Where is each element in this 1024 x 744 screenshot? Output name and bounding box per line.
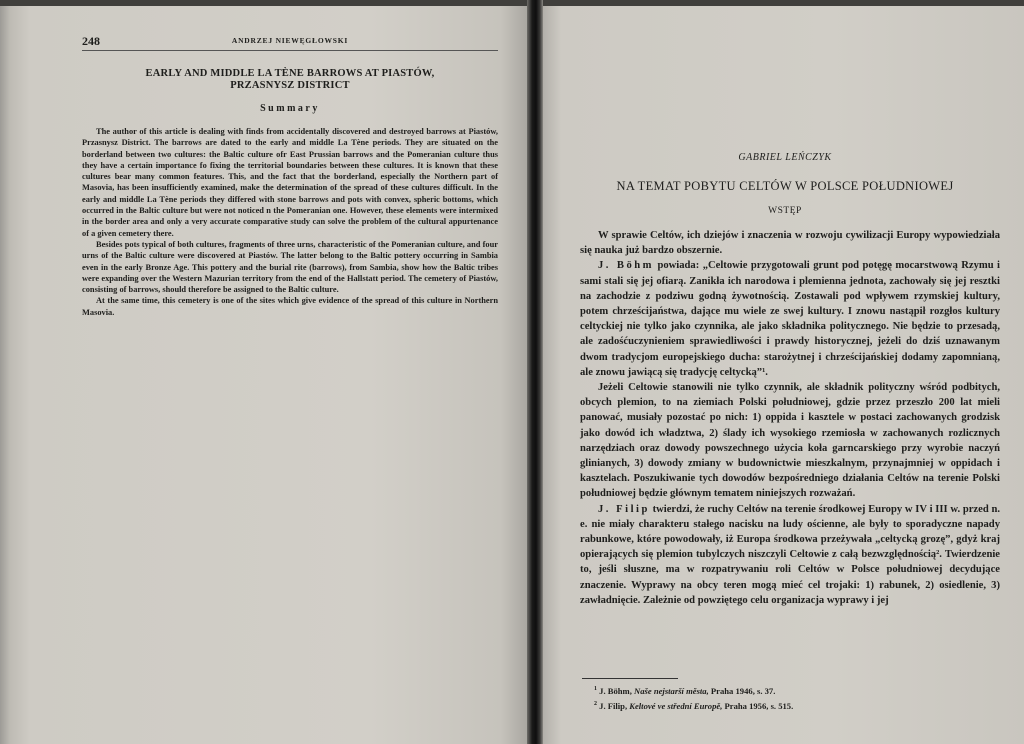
section-heading: WSTĘP [768,206,802,216]
cited-author-bohm: J. Böhm [598,260,654,272]
body-paragraph-2 [580,258,1000,380]
footnote-2-mark: 2 [594,700,597,707]
footnote-2-title: Keltové ve střední Europě, [629,700,723,711]
footnote-1-author: J. Böhm, [599,685,632,696]
running-head [82,34,498,51]
summary-body [82,126,498,318]
summary-paragraph-1: The author of this article is dealing with finds from accidentally discovered and destroyed barrows at Piastów, Przasnysz District. The barrows are dated to the early and middle La Tène periods. They are situated on the borderland between two cultures: the Baltic culture ofr East Prussian barrows and the Pomeranian culture thus they have a certain importance fo fixing the territorial boundaries between these cultures. It is known that these cultures bear many common features. This, and the fact that the borderland, especially the Northern part of Masovia, has been insufficiently examined, make the determination of the spread of these cultures difficult. In the early and middle La Tène periods they differed with stone barrows and pots with convex, spheric bottoms, which occurred in the Baltic culture but were not noticed n the Pomeranian one. However, these elements were intermixed in the border area and only a very accurate comparative study can solve the problem of the cultural appurtenance of a given cemetery there. [82,127,498,238]
article-title-line-2: PRZASNYSZ DISTRICT [230,80,350,91]
body-paragraph-1 [580,228,1000,258]
left-page [0,6,527,744]
article-main-title: NA TEMAT POBYTU CELTÓW W POLSCE POŁUDNIOWEJ [616,179,954,193]
footnote-divider [582,678,678,679]
article-title [82,68,498,92]
body-paragraph-3 [580,380,1000,502]
footnote-1-rest: Praha 1946, s. 37. [710,685,776,696]
summary-paragraph-3: At the same time, this cemetery is one of the sites which give evidence of the spread of this culture in Northern Masovia. [82,296,498,317]
article-author: GABRIEL LEŃCZYK [738,152,832,163]
footnote-2-rest: Praha 1956, s. 515. [724,700,794,711]
footnote-1-mark: 1 [594,686,597,692]
main-body [580,228,1000,608]
footnote-2-author: J. Filip, [599,700,628,711]
article-title-line-1: EARLY AND MIDDLE LA TÈNE BARROWS AT PIASTÓW, [145,68,435,79]
body-paragraph-2-text: powiada: „Celtowie przygotowali grunt pod potęgę mocarstwową Rzymu i sami stali się jej ofiarą. Zanikła ich narodowa i plemienna jednota, zachowały się jej resztki na zachodzie z podziwu godną żywotnością. Zostawali pod wpływem rzymskiej kultury, potem chrześcijaństwa, dające mu wiele ze swej kultury. I znowu nastąpił rozgłos kultury celtyckiej nie tylko jako czynnika, ale jako składnika politycznego. Nie będzie to przesadą, ale zadośćuczynieniem sprawiedliwości i prawdy historycznej, jeżeli do dziś uznawanym dwom tradycjom europejskiego ducha: starożytnej i chrześcijańskiej dodamy zapomnianą, ale znowu jawiącą się tradycję celtycką”¹. [580,260,1000,378]
page-number: 248 [82,34,100,48]
footnotes [582,684,1000,714]
book-gutter [527,0,543,744]
running-head-author: ANDRZEJ NIEWĘGŁOWSKI [231,36,349,45]
body-paragraph-3-text: Jeżeli Celtowie stanowili nie tylko czynnik, ale składnik polityczny wśród podbitych, obcych plemion, to na ziemiach Polski południowej, gdzie przez przeszło 200 lat mieli panować, musiały pozostać po nich: 1) oppida i kasztele w postaci zachowanych grodzisk jako dowód ich władztwa, 2) ślady ich wysokiego rzemiosła w zachowanych rozlicznych narzędziach oraz dowody powszechnego użycia koła garncarskiego przy wyrobie naczyń glinianych, 3) dowody zmiany w budownictwie mieszkalnym, przynajmniej w oppidach i kasztelach. Poszukiwanie tych dowodów bezpośredniego działania Celtów na terenie Polski południowej będzie głównym tematem niniejszych rozważań. [580,382,1000,500]
summary-paragraph-2: Besides pots typical of both cultures, fragments of three urns, characteristic of the Pomeranian culture, and four urns of the Baltic culture were discovered at Piastów. The latter belong to the Baltic pottery occurring in Sambia even in the early Bronze Age. This pottery and the burial rite (barrows), from Sambia, show how the Baltic tribes were expanding over the Western Mazurian territory from the end of the Hallstatt period. The cemetery of Piastów, consisting of barrows, should therefore be assigned to the Baltic culture. [82,239,498,295]
footnote-2 [594,699,1000,712]
footnote-1-title: Naše nejstarší města, [634,685,709,696]
body-paragraph-1-text: W sprawie Celtów, ich dziejów i znaczenia w rozwoju cywilizacji Europy wypowiedziała się nauka już bardzo obszernie. [580,230,1000,257]
body-paragraph-4 [580,502,1000,608]
summary-heading: Summary [260,103,320,114]
body-paragraph-4-text: twierdzi, że ruchy Celtów na terenie środkowej Europy w IV i III w. przed n. e. nie miały charakteru stałego nacisku na ludy ościenne, ale były to sporadyczne napady rabunkowe, które powodowały, iż Europa środkowa przeżywała „celtycką grozę”, gdyż kraj opierających się plemion tubylczych niszczyli Celtowie z całą bezwzględnością². Twierdzenie to, jeśli słuszne, ma w rozpatrywaniu roli Celtów w Polsce południowej decydujące znaczenie. Wyprawy na obcy teren mogą mieć cel trojaki: 1) rabunek, 2) osiedlenie, 3) zawładnięcie. Zależnie od powziętego celu organizacja wyprawy i jej [580,503,1000,606]
footnote-1 [594,684,1000,697]
cited-author-filip: J. Filip [598,503,650,515]
